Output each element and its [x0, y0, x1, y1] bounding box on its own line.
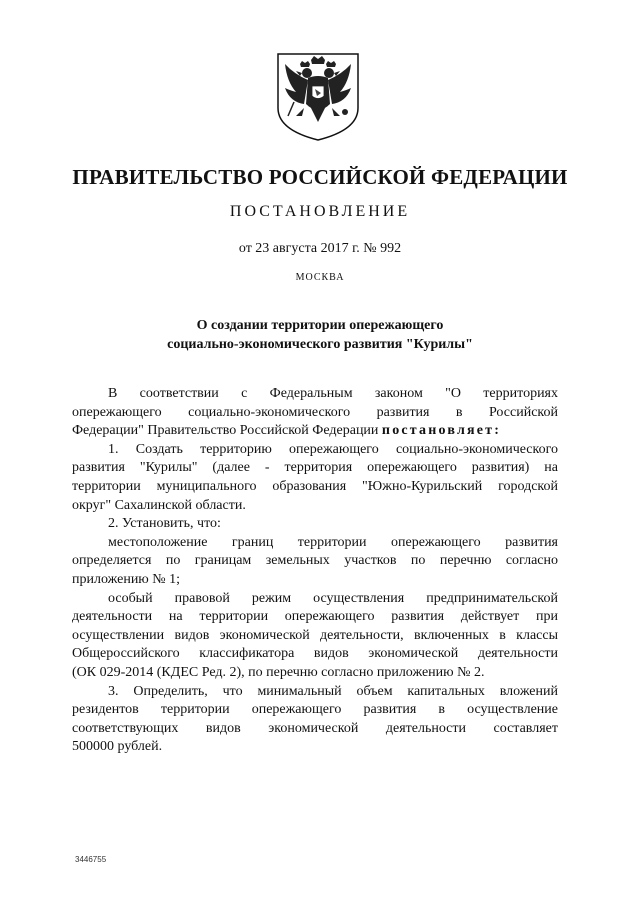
title-line: О создании территории опережающего: [196, 318, 444, 333]
body-line: осуществлении видов экономической деятельности, включенных в классы: [72, 627, 558, 643]
document-title: [0, 316, 640, 354]
body-line: резидентов территории опережающего развития в осуществление: [72, 702, 558, 718]
title-line: социально-экономического развития "Курилы": [167, 337, 473, 352]
document-body: [72, 385, 558, 757]
body-line: развития "Курилы" (далее - территория опережающего развития) на: [72, 460, 558, 476]
body-line: приложению № 1;: [72, 571, 181, 587]
date-and-number: от 23 августа 2017 г. № 992: [238, 241, 402, 256]
body-line: В соответствии с Федеральным законом "О территориях: [108, 386, 558, 401]
body-line: округ" Сахалинской области.: [72, 497, 246, 513]
body-line: опережающего социально-экономического развития в Российской: [72, 404, 558, 420]
document-type: ПОСТАНОВЛЕНИЕ: [229, 203, 411, 220]
body-line: определяется по границам земельных участков по перечню согласно: [72, 553, 558, 569]
government-name: ПРАВИТЕЛЬСТВО РОССИЙСКОЙ ФЕДЕРАЦИИ: [72, 165, 568, 189]
body-line: местоположение границ территории опережающего развития: [108, 534, 558, 550]
body-line: 2. Установить, что:: [108, 516, 221, 532]
body-line: [72, 422, 558, 441]
city-name: МОСКВА: [295, 272, 345, 283]
body-line: 500000 рублей.: [72, 739, 163, 755]
body-line: (ОК 029-2014 (КДЕС Ред. 2), по перечню согласно приложению № 2.: [72, 664, 485, 680]
body-line: особый правовой режим осуществления предпринимательской: [108, 590, 558, 606]
body-line: территории муниципального образования "Южно-Курильский городской: [72, 478, 558, 494]
document-id: 3446755: [75, 855, 107, 864]
body-line: Общероссийского классификатора видов экономической деятельности: [72, 646, 558, 662]
body-line: 3. Определить, что минимальный объем капитальных вложений: [108, 683, 558, 699]
body-line: деятельности на территории опережающего развития действует при: [72, 609, 558, 625]
resolves-word: постановляет:: [381, 423, 502, 439]
body-line: соответствующих видов экономической деятельности составляет: [72, 720, 558, 736]
coat-of-arms-emblem: [272, 50, 364, 142]
body-text: Федерации" Правительство Российской Федерации: [72, 423, 382, 439]
body-line: 1. Создать территорию опережающего социально-экономического: [108, 441, 558, 457]
